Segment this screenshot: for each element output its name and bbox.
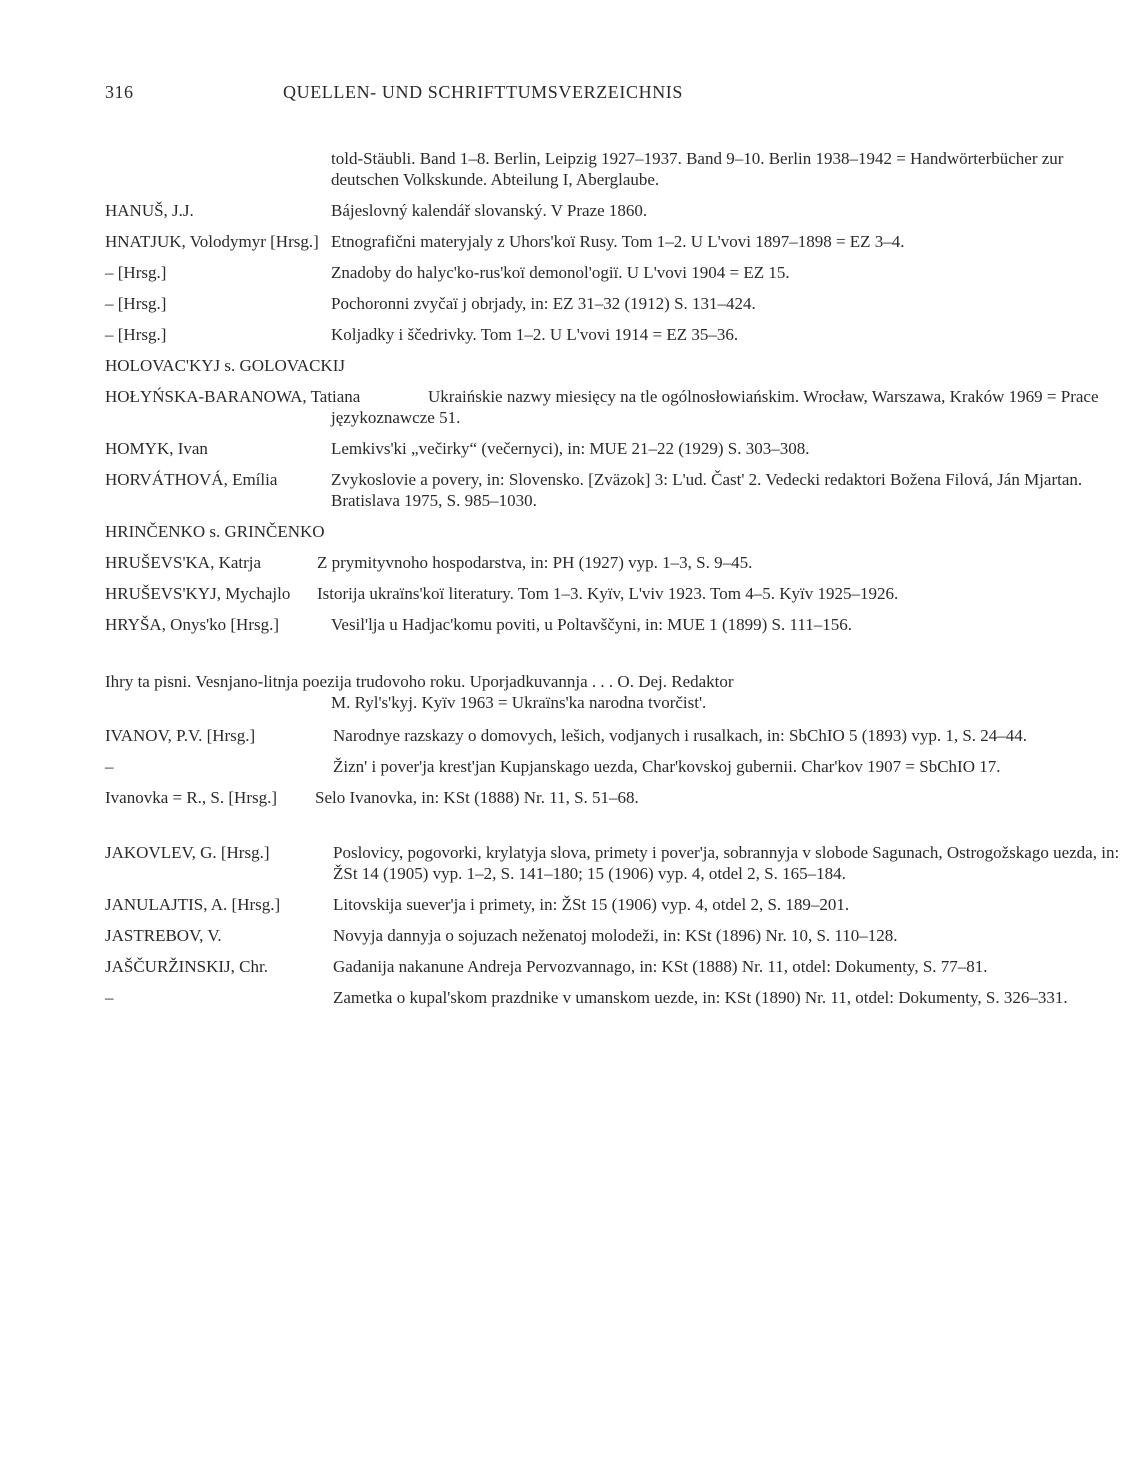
entry-author: HRINČENKO s. GRINČENKO	[105, 522, 325, 541]
entry-author: –	[105, 757, 114, 776]
bibliography-entry	[105, 324, 1126, 345]
entry-author: JANULAJTIS, A. [Hrsg.]	[105, 895, 281, 914]
entry-author: HOLOVAC'KYJ s. GOLOVACKIJ	[105, 356, 345, 375]
entry-author: –	[105, 988, 114, 1007]
entry-title: Ihry ta pisni. Vesnjano-litnja poezija trudovoho roku. Uporjadkuvannja . . . O. Dej. Redaktor	[105, 672, 734, 691]
bibliography-entry	[105, 956, 1128, 977]
bibliography-entry	[105, 894, 1128, 915]
entry-work: Ukraińskie nazwy miesięcy na tle ogólnosłowiańskim. Wrocław, Warszawa, Kraków 1969 = Prace językoznawcze 51.	[331, 387, 1099, 427]
bibliography-entry	[105, 756, 1128, 777]
entry-work: Narodnye razskazy o domovych, lešich, vodjanych i rusalkach, in: SbChIO 5 (1893) vyp. 1, S. 24–44.	[333, 726, 1028, 745]
entry-author: HOMYK, Ivan	[105, 439, 208, 458]
bibliography-entry	[105, 262, 1126, 283]
entry-author: Ivanovka = R., S. [Hrsg.]	[105, 788, 278, 807]
entry-work: Gadanija nakanune Andreja Pervozvannago, in: KSt (1888) Nr. 11, otdel: Dokumenty, S. 77–81.	[333, 957, 988, 976]
entry-work: Z prymityvnoho hospodarstva, in: PH (1927) vyp. 1–3, S. 9–45.	[317, 553, 753, 572]
entry-work: Znadoby do halyc'ko-rus'koï demonol'ogiï. U L'vovi 1904 = EZ 15.	[331, 263, 790, 282]
bibliography-entry	[105, 842, 1128, 884]
entry-author: JASTREBOV, V.	[105, 926, 222, 945]
entry-work: Etnografični materyjaly z Uhors'koï Rusy. Tom 1–2. U L'vovi 1897–1898 = EZ 3–4.	[331, 232, 905, 251]
entry-author: HANUŠ, J.J.	[105, 201, 194, 220]
entry-author: JAKOVLEV, G. [Hrsg.]	[105, 843, 270, 862]
entry-author: HNATJUK, Volodymyr [Hrsg.]	[105, 232, 319, 251]
entry-author: HRUŠEVS'KYJ, Mychajlo	[105, 584, 291, 603]
bibliography-list	[0, 148, 1120, 1018]
entry-work: Pochoronni zvyčaï j obrjady, in: EZ 31–32 (1912) S. 131–424.	[331, 294, 756, 313]
bibliography-entry	[105, 438, 1126, 459]
entry-work: Novyja dannyja o sojuzach neženatoj molodeži, in: KSt (1896) Nr. 10, S. 110–128.	[333, 926, 898, 945]
bibliography-entry	[105, 469, 1126, 511]
entry-work: Lemkivs'ki „večirky“ (večernyci), in: MUE 21–22 (1929) S. 303–308.	[331, 439, 810, 458]
entry-work: Istorija ukraïns'koï literatury. Tom 1–3. Kyïv, L'viv 1923. Tom 4–5. Kyïv 1925–1926.	[317, 584, 899, 603]
entry-author: HORVÁTHOVÁ, Emília	[105, 470, 278, 489]
bibliography-entry	[105, 148, 1126, 190]
page-header	[105, 82, 895, 106]
entry-author: – [Hrsg.]	[105, 294, 167, 313]
entry-author: JAŠČURŽINSKIJ, Chr.	[105, 957, 268, 976]
bibliography-entry	[105, 614, 1126, 635]
entry-author: HOŁYŃSKA-BARANOWA, Tatiana	[105, 387, 361, 406]
bibliography-entry	[105, 725, 1128, 746]
entry-work: Litovskija suever'ja i primety, in: ŽSt 15 (1906) vyp. 4, otdel 2, S. 189–201.	[333, 895, 850, 914]
bibliography-entry	[105, 552, 1112, 573]
entry-work: M. Ryl's'kyj. Kyïv 1963 = Ukraïns'ka narodna tvorčist'.	[331, 693, 707, 712]
running-title: QUELLEN- UND SCHRIFTTUMSVERZEICHNIS	[283, 82, 683, 102]
entry-work: Selo Ivanovka, in: KSt (1888) Nr. 11, S. 51–68.	[315, 788, 639, 807]
bibliography-entry	[105, 925, 1128, 946]
entry-author: HRYŠA, Onys'ko [Hrsg.]	[105, 615, 280, 634]
entry-author: HRUŠEVS'KA, Katrja	[105, 553, 262, 572]
entry-work: Koljadky i ščedrivky. Tom 1–2. U L'vovi 1914 = EZ 35–36.	[331, 325, 739, 344]
bibliography-entry	[105, 583, 1112, 604]
title-entry	[105, 671, 900, 713]
bibliography-entry	[105, 293, 1126, 314]
entry-work: Poslovicy, pogovorki, krylatyja slova, primety i pover'ja, sobrannyja v slobode Sagunach, Ostrogožskago uezda, in: ŽSt 14 (1905) vyp. 1–2, S. 141–180; 15 (1906) vyp. 4, otdel 2, S. 165–184.	[333, 843, 1120, 883]
entry-author: – [Hrsg.]	[105, 263, 167, 282]
cross-reference-entry	[105, 521, 900, 542]
entry-author: IVANOV, P.V. [Hrsg.]	[105, 726, 256, 745]
entry-author: – [Hrsg.]	[105, 325, 167, 344]
cross-reference-entry	[105, 355, 900, 376]
page-number: 316	[105, 82, 134, 102]
entry-work: Zvykoslovie a povery, in: Slovensko. [Zväzok] 3: L'ud. Čast' 2. Vedecki redaktori Božena Filová, Ján Mjartan. Bratislava 1975, S. 985–1030.	[331, 470, 1083, 510]
bibliography-entry	[105, 987, 1128, 1008]
entry-work: Vesil'lja u Hadjac'komu poviti, u Poltavščyni, in: MUE 1 (1899) S. 111–156.	[331, 615, 852, 634]
entry-work: Bájeslovný kalendář slovanský. V Praze 1860.	[331, 201, 648, 220]
bibliography-entry	[105, 231, 1126, 252]
bibliography-entry	[105, 200, 1126, 221]
entry-work: told-Stäubli. Band 1–8. Berlin, Leipzig 1927–1937. Band 9–10. Berlin 1938–1942 = Handwörterbücher zur deutschen Volkskunde. Abteilung I, Aberglaube.	[331, 149, 1064, 189]
entry-work: Zametka o kupal'skom prazdnike v umanskom uezde, in: KSt (1890) Nr. 11, otdel: Dokumenty, S. 326–331.	[333, 988, 1068, 1007]
bibliography-entry	[105, 787, 1110, 808]
entry-work: Žizn' i pover'ja krest'jan Kupjanskago uezda, Char'kovskoj gubernii. Char'kov 1907 = SbChIO 17.	[333, 757, 1001, 776]
bibliography-entry	[105, 386, 1126, 428]
